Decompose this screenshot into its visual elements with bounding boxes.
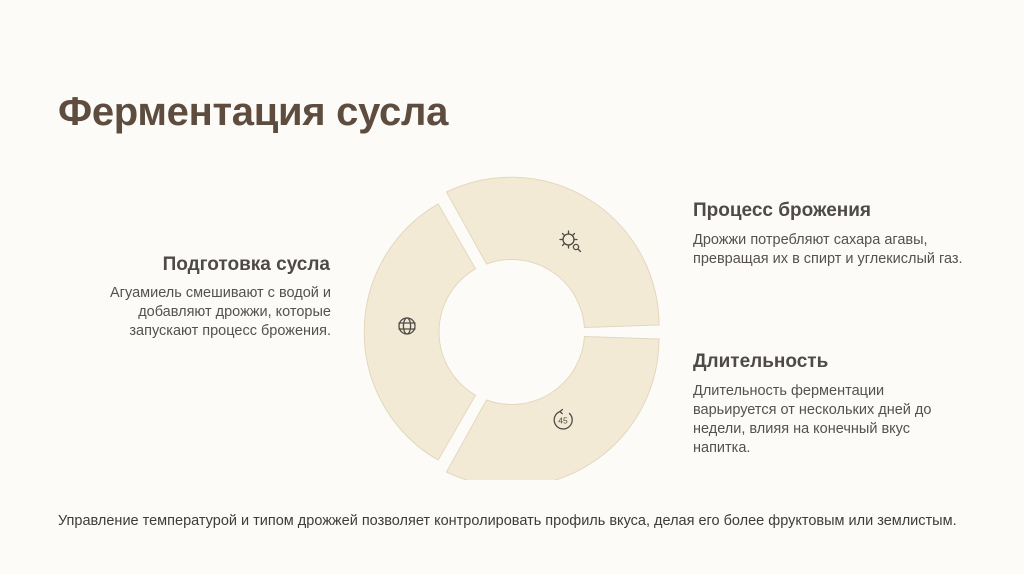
step-prep-text: Агуамиель смешивают с водой и добавляют дрожжи, которые запускают процесс брожения.	[110, 285, 331, 339]
page-title: Ферментация сусла	[58, 90, 449, 134]
segment-duration	[447, 337, 660, 481]
timer-45-label: 45	[558, 415, 568, 426]
cycle-diagram	[340, 160, 670, 480]
segment-fermentation	[447, 177, 660, 327]
segment-prep	[364, 204, 475, 460]
footer-note: Управление температурой и типом дрожжей позволяет контролировать профиль вкуса, делая его более фруктовым или землистым.	[58, 513, 957, 529]
step-duration-title: Длительность	[693, 351, 829, 372]
step-duration-text: Длительность ферментации варьируется от нескольких дней до недели, влияя на конечный вкус напитка.	[693, 383, 932, 456]
step-prep-title: Подготовка сусла	[162, 254, 330, 275]
step-fermentation-text: Дрожжи потребляют сахара агавы, превращая их в спирт и углекислый газ.	[693, 232, 963, 267]
step-fermentation-title: Процесс брожения	[693, 200, 872, 221]
